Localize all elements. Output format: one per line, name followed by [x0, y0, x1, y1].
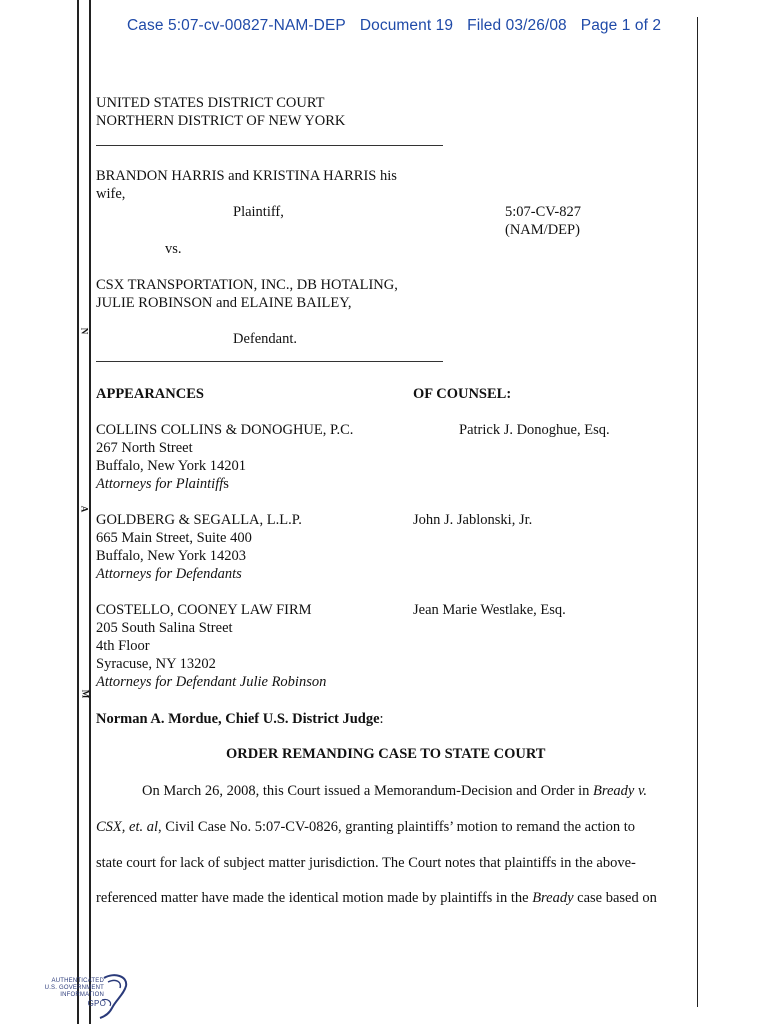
seal-text-line: AUTHENTICATED [51, 978, 104, 984]
firm-name: COLLINS COLLINS & DONOGHUE, P.C. [96, 422, 354, 438]
firm-address: Buffalo, New York 14203 [96, 548, 246, 564]
body-text: referenced matter have made the identical motion made by plaintiffs in the [96, 890, 533, 906]
document-header [127, 17, 675, 35]
judge-line [96, 710, 384, 728]
left-margin-line-inner [89, 0, 91, 1024]
judge-name: Norman A. Mordue, Chief U.S. District Judge [96, 711, 380, 727]
firm-address: Syracuse, NY 13202 [96, 656, 216, 672]
plaintiff-names: BRANDON HARRIS and KRISTINA HARRIS his [96, 168, 397, 184]
firm-address: 205 South Salina Street [96, 620, 233, 636]
civil-case-number: 5:07-CV-827 [505, 204, 581, 220]
counsel-name: Patrick J. Donoghue, Esq. [459, 422, 610, 438]
case-judges: (NAM/DEP) [505, 222, 580, 238]
firm-role: Attorneys for Defendants [96, 566, 242, 582]
firm-address: 665 Main Street, Suite 400 [96, 530, 252, 546]
versus: vs. [165, 241, 182, 257]
firm-address: 267 North Street [96, 440, 193, 456]
plaintiff-names-cont: wife, [96, 186, 126, 202]
right-margin-line [697, 17, 698, 1007]
plaintiff-role: Plaintiff, [233, 204, 284, 220]
court-name: UNITED STATES DISTRICT COURT [96, 95, 325, 111]
defendant-names-cont: JULIE ROBINSON and ELAINE BAILEY, [96, 295, 352, 311]
counsel-name: Jean Marie Westlake, Esq. [413, 602, 566, 618]
judge-colon: : [379, 711, 384, 727]
firm-role-suffix: s [223, 476, 229, 492]
margin-letter-n: N [79, 327, 90, 335]
body-text: , Civil Case No. 5:07-CV-0826, granting plaintiffs’ motion to remand the action to [158, 819, 635, 835]
document-number: Document 19 [359, 17, 454, 34]
defendant-names: CSX TRANSPORTATION, INC., DB HOTALING, [96, 277, 398, 293]
counsel-name: John J. Jablonski, Jr. [413, 512, 533, 528]
body-text: On March 26, 2008, this Court issued a Memorandum-Decision and Order in [142, 783, 594, 799]
case-citation: Bready v. [593, 783, 647, 799]
body-line-3: state court for lack of subject matter jurisdiction. The Court notes that plaintiffs in the above- [96, 855, 636, 871]
case-citation: Bready [532, 890, 574, 906]
firm-name: COSTELLO, COONEY LAW FIRM [96, 602, 312, 618]
firm-address: 4th Floor [96, 638, 150, 654]
firm-role [96, 475, 229, 493]
seal-gpo-label: GPO [87, 999, 106, 1008]
caption-rule-top [96, 145, 443, 146]
filed-date: Filed 03/26/08 [467, 17, 567, 34]
court-district: NORTHERN DISTRICT OF NEW YORK [96, 113, 346, 129]
case-number: Case 5:07-cv-00827-NAM-DEP [127, 17, 346, 34]
defendant-role: Defendant. [233, 331, 298, 347]
body-line-4 [96, 890, 657, 907]
of-counsel-heading: OF COUNSEL: [413, 386, 512, 402]
caption-rule-bottom [96, 361, 443, 362]
page-number: Page 1 of 2 [580, 17, 662, 34]
seal-text-line: INFORMATION [60, 992, 104, 998]
order-title: ORDER REMANDING CASE TO STATE COURT [226, 746, 546, 762]
margin-letter-a: A [79, 505, 90, 513]
firm-role-italic: Attorneys for Plaintiff [96, 476, 224, 492]
appearances-heading: APPEARANCES [96, 386, 204, 402]
margin-letter-m: M [80, 689, 91, 699]
firm-role: Attorneys for Defendant Julie Robinson [96, 674, 327, 690]
body-line-2 [96, 819, 635, 836]
case-citation: CSX, et. al [96, 819, 159, 835]
firm-name: GOLDBERG & SEGALLA, L.L.P. [96, 512, 302, 528]
seal-text-line: U.S. GOVERNMENT [44, 985, 104, 991]
body-text: case based on [573, 890, 657, 906]
firm-address: Buffalo, New York 14201 [96, 458, 246, 474]
body-line-1 [142, 783, 647, 800]
